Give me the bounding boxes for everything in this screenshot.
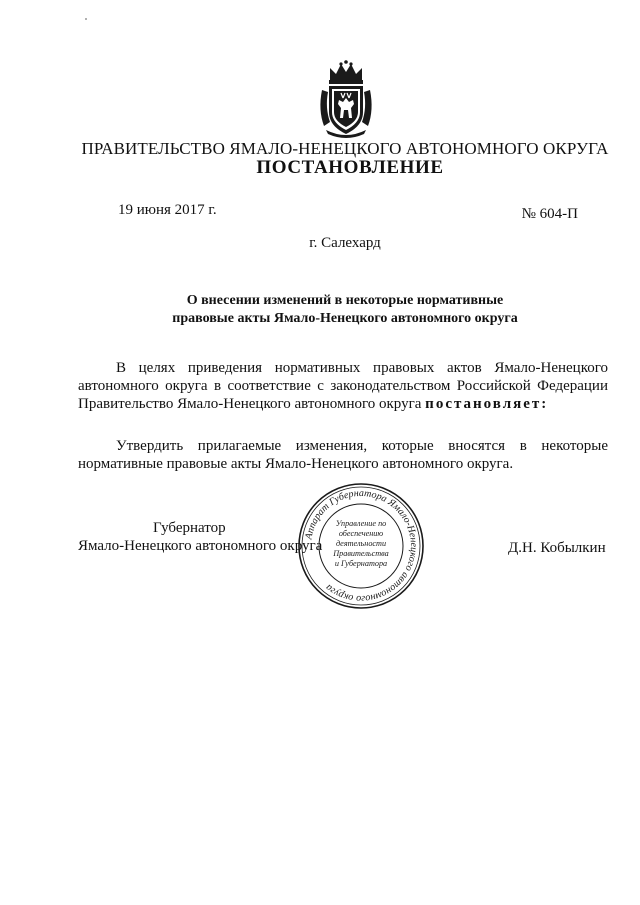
seal-inner-line-2: обеспечению — [338, 529, 384, 538]
document-number: № 604-П — [521, 206, 578, 222]
scan-speck — [85, 18, 87, 20]
seal-ring-text: Аппарат Губернатора Ямало-Ненецкого автономного округа — [303, 487, 420, 605]
signatory-title: Губернатор — [153, 520, 226, 536]
seal-inner-line-4: Правительства — [333, 549, 389, 558]
body-paragraph-2 — [78, 437, 608, 473]
p1-line-1: В целях приведения нормативных правовых актов Ямало-Ненецкого — [116, 360, 608, 376]
subject-line-1: О внесении изменений в некоторые нормативные — [186, 293, 504, 308]
body-paragraph-1 — [78, 359, 608, 413]
document-type: ПОСТАНОВЛЕНИЕ — [256, 157, 444, 178]
p1-line-3 — [78, 395, 608, 413]
resolves-word: постановляет: — [425, 396, 549, 412]
document-date: 19 июня 2017 г. — [118, 202, 217, 218]
subject-line-2: правовые акты Ямало-Ненецкого автономного округа — [172, 311, 518, 326]
seal-inner-line-5: и Губернатора — [334, 559, 388, 568]
signatory-organization: Ямало-Ненецкого автономного округа — [78, 538, 323, 554]
p2-line-2: нормативные правовые акты Ямало-Ненецкого автономного округа. — [78, 456, 514, 472]
p1-line-2: автономного округа в соответствие с законодательством Российской Федерации — [78, 378, 608, 394]
government-title: ПРАВИТЕЛЬСТВО ЯМАЛО-НЕНЕЦКОГО АВТОНОМНОГО ОКРУГА — [81, 139, 609, 158]
seal-inner-line-3: деятельности — [335, 539, 387, 548]
seal-inner-line-1: Управление по — [335, 519, 387, 528]
official-seal — [296, 481, 426, 611]
signatory-name: Д.Н. Кобылкин — [508, 540, 606, 556]
p2-line-1: Утвердить прилагаемые изменения, которые вносятся в некоторые — [116, 438, 608, 454]
p1-line-3-text: Правительство Ямало-Ненецкого автономного округа — [78, 396, 422, 412]
coat-of-arms-icon — [316, 60, 376, 140]
document-subject — [0, 292, 640, 328]
document-city: г. Салехард — [309, 235, 381, 251]
